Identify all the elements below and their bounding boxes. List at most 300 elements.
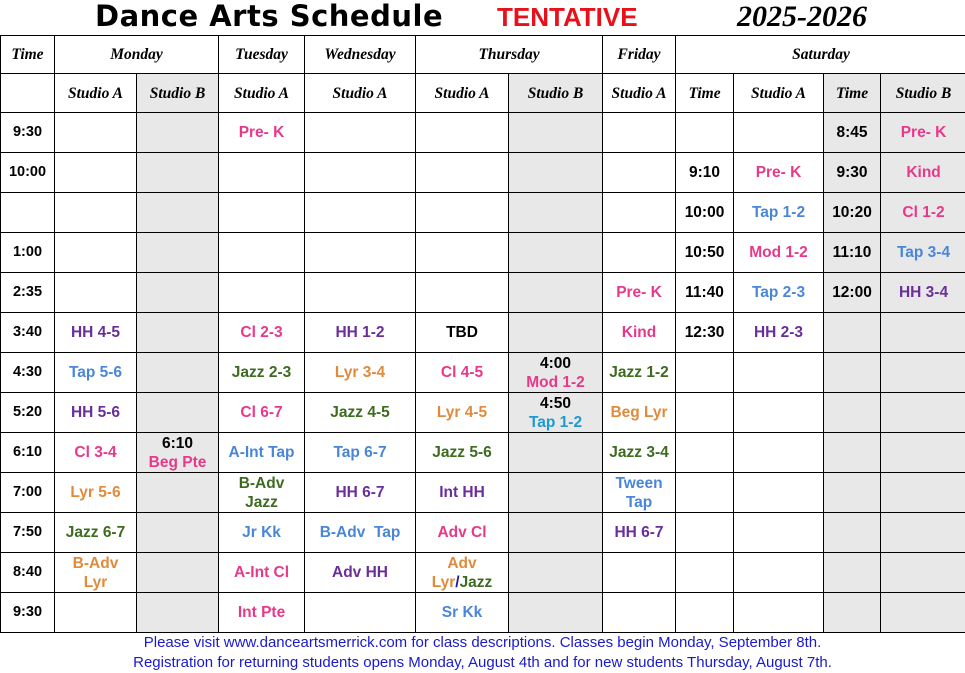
class-cell <box>55 553 137 593</box>
cell-line <box>676 243 733 262</box>
class-cell <box>55 353 137 393</box>
class-cell <box>824 193 881 233</box>
time-cell <box>1 433 55 473</box>
class-cell <box>603 553 676 593</box>
class-cell <box>55 393 137 433</box>
class-cell <box>734 113 824 153</box>
class-cell <box>509 513 603 553</box>
cell-line <box>734 283 823 302</box>
cell-line <box>603 323 675 342</box>
class-label: Jazz 6-7 <box>66 524 125 541</box>
class-cell <box>881 313 965 353</box>
cell-line <box>416 483 508 502</box>
cell-line <box>219 563 304 582</box>
class-cell <box>137 353 219 393</box>
schedule-row <box>1 513 965 553</box>
cell-line <box>219 363 304 382</box>
time-label: 12:00 <box>832 284 872 301</box>
class-label: Kind <box>906 164 940 181</box>
class-label: Jazz 2-3 <box>232 364 291 381</box>
class-cell <box>676 513 734 553</box>
class-cell <box>824 593 881 633</box>
cell-line <box>734 243 823 262</box>
cell-line <box>824 243 880 262</box>
class-label: Jr Kk <box>242 524 281 541</box>
class-cell <box>137 473 219 513</box>
class-cell <box>137 193 219 233</box>
class-cell <box>509 273 603 313</box>
class-cell <box>509 193 603 233</box>
studio-header: Studio A <box>305 74 416 113</box>
class-cell <box>824 273 881 313</box>
cell-line <box>881 163 965 182</box>
cell-line <box>676 323 733 342</box>
time-label: 7:50 <box>13 524 42 540</box>
class-cell <box>305 193 416 233</box>
time-cell <box>1 113 55 153</box>
cell-line <box>734 323 823 342</box>
class-label: Lyr 5-6 <box>70 484 120 501</box>
studio-header <box>1 74 55 113</box>
class-cell <box>416 433 509 473</box>
day-header-wednesday: Wednesday <box>305 36 416 74</box>
class-label: HH 6-7 <box>614 524 663 541</box>
class-cell <box>603 433 676 473</box>
class-label: Lyr 4-5 <box>437 404 487 421</box>
time-label: 10:00 <box>685 204 725 221</box>
time-cell <box>1 313 55 353</box>
cell-line <box>881 283 965 302</box>
time-label: 9:30 <box>13 604 42 620</box>
schedule-row <box>1 393 965 433</box>
cell-line <box>1 123 54 142</box>
cell-line <box>416 363 508 382</box>
class-cell <box>305 353 416 393</box>
class-cell <box>416 113 509 153</box>
class-cell <box>305 513 416 553</box>
time-cell <box>1 393 55 433</box>
cell-line <box>603 443 675 462</box>
time-label: 4:00 <box>540 355 571 372</box>
class-cell <box>676 233 734 273</box>
time-label: 1:00 <box>13 244 42 260</box>
class-cell <box>219 193 305 233</box>
cell-line <box>305 563 415 582</box>
cell-line <box>219 523 304 542</box>
cell-line <box>676 203 733 222</box>
class-label: Int HH <box>439 484 485 501</box>
cell-line <box>1 363 54 382</box>
cell-line <box>416 603 508 622</box>
class-cell <box>55 233 137 273</box>
class-cell <box>603 193 676 233</box>
time-cell <box>1 193 55 233</box>
class-cell <box>676 113 734 153</box>
class-cell <box>509 353 603 393</box>
class-label: Mod 1-2 <box>526 374 585 391</box>
schedule-row <box>1 353 965 393</box>
class-cell <box>824 393 881 433</box>
class-label: A-Int Tap <box>229 444 295 461</box>
cell-line <box>416 573 508 592</box>
class-cell <box>603 593 676 633</box>
class-cell <box>881 233 965 273</box>
class-cell <box>219 553 305 593</box>
class-cell <box>734 433 824 473</box>
cell-line <box>305 363 415 382</box>
class-cell <box>219 313 305 353</box>
class-cell <box>734 473 824 513</box>
class-label: Lyr <box>84 574 108 591</box>
class-cell <box>219 113 305 153</box>
class-cell <box>676 193 734 233</box>
class-cell <box>824 513 881 553</box>
cell-line <box>1 323 54 342</box>
class-cell <box>676 313 734 353</box>
schedule-row <box>1 273 965 313</box>
class-cell <box>881 273 965 313</box>
cell-line <box>55 363 136 382</box>
studio-header: Studio B <box>881 74 965 113</box>
cell-line <box>55 323 136 342</box>
class-cell <box>305 473 416 513</box>
class-cell <box>137 433 219 473</box>
class-cell <box>305 153 416 193</box>
studio-header: Studio B <box>509 74 603 113</box>
class-cell <box>509 153 603 193</box>
schedule-row <box>1 153 965 193</box>
cell-line <box>509 354 602 373</box>
class-label: Jazz 3-4 <box>609 444 668 461</box>
studio-header: Studio A <box>734 74 824 113</box>
class-cell <box>416 553 509 593</box>
class-label: HH 5-6 <box>71 404 120 421</box>
cell-line <box>734 203 823 222</box>
cell-line <box>824 163 880 182</box>
class-label: Cl 4-5 <box>441 364 483 381</box>
class-label: Tap 5-6 <box>69 364 122 381</box>
class-label: HH 3-4 <box>899 284 948 301</box>
class-cell <box>219 593 305 633</box>
class-cell <box>603 113 676 153</box>
class-cell <box>881 113 965 153</box>
class-cell <box>219 433 305 473</box>
class-cell <box>305 313 416 353</box>
cell-line <box>1 603 54 622</box>
cell-line <box>1 523 54 542</box>
class-label: Jazz 1-2 <box>609 364 668 381</box>
class-cell <box>676 393 734 433</box>
class-label: Lyr 3-4 <box>335 364 385 381</box>
tentative-label: TENTATIVE <box>497 2 638 37</box>
class-cell <box>137 553 219 593</box>
class-label: HH 6-7 <box>335 484 384 501</box>
class-label: B-Adv <box>239 475 285 492</box>
class-label: Jazz <box>245 494 278 511</box>
class-cell <box>416 273 509 313</box>
time-label: 10:00 <box>9 164 46 180</box>
time-cell <box>1 353 55 393</box>
class-cell <box>219 513 305 553</box>
class-cell <box>305 393 416 433</box>
class-cell <box>416 473 509 513</box>
class-cell <box>305 553 416 593</box>
cell-line <box>603 523 675 542</box>
class-label: Cl 1-2 <box>902 204 944 221</box>
cell-line <box>509 373 602 392</box>
class-cell <box>881 553 965 593</box>
class-cell <box>55 593 137 633</box>
class-cell <box>509 393 603 433</box>
time-label: 7:00 <box>13 484 42 500</box>
time-label: 12:30 <box>685 324 725 341</box>
class-cell <box>219 473 305 513</box>
class-cell <box>603 233 676 273</box>
class-label: Cl 6-7 <box>240 404 282 421</box>
class-cell <box>509 433 603 473</box>
class-label: A-Int Cl <box>234 564 289 581</box>
class-cell <box>734 353 824 393</box>
class-cell <box>824 353 881 393</box>
class-cell <box>734 593 824 633</box>
cell-line <box>219 403 304 422</box>
class-cell <box>824 313 881 353</box>
class-cell <box>219 353 305 393</box>
cell-line <box>416 554 508 573</box>
studio-header: Studio A <box>603 74 676 113</box>
studio-header: Studio A <box>416 74 509 113</box>
time-label: 6:10 <box>13 444 42 460</box>
class-cell <box>509 113 603 153</box>
cell-line <box>305 483 415 502</box>
cell-line <box>824 203 880 222</box>
class-cell <box>55 313 137 353</box>
time-label: 6:10 <box>162 435 193 452</box>
class-label: Sr Kk <box>442 604 483 621</box>
time-label: 10:20 <box>832 204 872 221</box>
studio-header: Studio A <box>219 74 305 113</box>
class-cell <box>55 473 137 513</box>
class-cell <box>416 153 509 193</box>
cell-line <box>305 403 415 422</box>
cell-line <box>676 163 733 182</box>
cell-line <box>55 483 136 502</box>
class-cell <box>305 113 416 153</box>
time-label: 2:35 <box>13 284 42 300</box>
schedule-row <box>1 433 965 473</box>
class-label: B-Adv <box>73 555 119 572</box>
class-cell <box>137 153 219 193</box>
class-cell <box>305 233 416 273</box>
cell-line <box>219 474 304 493</box>
class-cell <box>603 513 676 553</box>
class-label: Tween <box>615 475 662 492</box>
class-cell <box>55 273 137 313</box>
class-cell <box>509 593 603 633</box>
cell-line <box>219 323 304 342</box>
class-label: Cl 3-4 <box>74 444 116 461</box>
footer-line-classes: Please visit www.danceartsmerrick.com for class descriptions. Classes begin Monday, September 8th. <box>0 633 965 653</box>
class-label: HH 2-3 <box>754 324 803 341</box>
class-label: Int Pte <box>238 604 285 621</box>
class-cell <box>509 313 603 353</box>
class-label: HH 1-2 <box>335 324 384 341</box>
class-cell <box>603 473 676 513</box>
class-cell <box>137 313 219 353</box>
class-label: Adv HH <box>332 564 388 581</box>
class-cell <box>137 113 219 153</box>
cell-line <box>603 493 675 512</box>
schedule-row <box>1 233 965 273</box>
class-label: Beg Lyr <box>610 404 667 421</box>
time-label: 11:40 <box>685 284 724 301</box>
time-label: 11:10 <box>833 244 872 261</box>
season-year: 2025-2026 <box>737 0 867 35</box>
class-cell <box>881 513 965 553</box>
cell-line <box>824 123 880 142</box>
studio-header: Studio A <box>55 74 137 113</box>
class-label: Tap 6-7 <box>333 444 386 461</box>
time-label: TBD <box>446 324 478 341</box>
class-label: Cl 2-3 <box>240 324 282 341</box>
class-label: B-Adv Tap <box>320 524 401 541</box>
time-cell <box>1 153 55 193</box>
cell-line <box>55 403 136 422</box>
class-cell <box>509 473 603 513</box>
cell-line <box>55 573 136 592</box>
class-cell <box>416 513 509 553</box>
cell-line <box>416 323 508 342</box>
cell-line <box>219 123 304 142</box>
class-cell <box>734 513 824 553</box>
class-label: Pre- K <box>239 124 285 141</box>
class-cell <box>416 353 509 393</box>
class-label: Pre- K <box>756 164 802 181</box>
class-label: Beg Pte <box>149 454 207 471</box>
class-cell <box>676 553 734 593</box>
class-label: Jazz 5-6 <box>432 444 491 461</box>
class-cell <box>137 593 219 633</box>
class-cell <box>219 273 305 313</box>
class-cell <box>416 313 509 353</box>
class-cell <box>676 433 734 473</box>
class-cell <box>305 433 416 473</box>
cell-line <box>1 443 54 462</box>
time-label: 3:40 <box>13 324 42 340</box>
class-label: Jazz 4-5 <box>330 404 389 421</box>
day-header-monday: Monday <box>55 36 219 74</box>
class-label: HH 4-5 <box>71 324 120 341</box>
class-label: Pre- K <box>616 284 662 301</box>
time-cell <box>1 473 55 513</box>
time-cell <box>1 273 55 313</box>
schedule-row <box>1 313 965 353</box>
cell-line <box>305 443 415 462</box>
cell-line <box>824 283 880 302</box>
day-header-thursday: Thursday <box>416 36 603 74</box>
class-cell <box>734 193 824 233</box>
class-cell <box>416 233 509 273</box>
class-label: Adv <box>447 555 476 572</box>
class-cell <box>55 113 137 153</box>
cell-line <box>55 443 136 462</box>
time-label: 9:10 <box>689 164 720 181</box>
time-label: 4:50 <box>540 395 571 412</box>
schedule-title: Dance Arts Schedule <box>95 0 443 34</box>
cell-line <box>881 123 965 142</box>
class-cell <box>219 233 305 273</box>
cell-line <box>509 413 602 432</box>
class-cell <box>734 153 824 193</box>
day-header-tuesday: Tuesday <box>219 36 305 74</box>
class-label: Tap 2-3 <box>752 284 805 301</box>
cell-line <box>509 394 602 413</box>
class-cell <box>881 153 965 193</box>
class-cell <box>55 193 137 233</box>
time-label: 4:30 <box>13 364 42 380</box>
class-cell <box>824 433 881 473</box>
cell-line <box>881 243 965 262</box>
time-cell <box>1 513 55 553</box>
class-cell <box>55 153 137 193</box>
time-cell <box>1 553 55 593</box>
cell-line <box>219 443 304 462</box>
class-cell <box>881 593 965 633</box>
class-label: Adv Cl <box>437 524 486 541</box>
class-label: / <box>455 574 459 591</box>
time-label: 8:45 <box>837 124 868 141</box>
class-cell <box>824 233 881 273</box>
class-cell <box>881 393 965 433</box>
cell-line <box>676 283 733 302</box>
cell-line <box>1 563 54 582</box>
time-cell <box>1 233 55 273</box>
cell-line <box>1 283 54 302</box>
class-label: Tap 1-2 <box>529 414 582 431</box>
schedule-row <box>1 473 965 513</box>
class-cell <box>509 553 603 593</box>
schedule-row <box>1 193 965 233</box>
cell-line <box>137 434 218 453</box>
class-cell <box>676 593 734 633</box>
class-cell <box>676 273 734 313</box>
time-label: 9:30 <box>837 164 868 181</box>
time-label: 9:30 <box>13 124 42 140</box>
class-cell <box>676 353 734 393</box>
class-cell <box>416 393 509 433</box>
footer-line-registration: Registration for returning students opens Monday, August 4th and for new students Thursday, August 7th. <box>0 653 965 673</box>
class-cell <box>137 393 219 433</box>
class-cell <box>305 273 416 313</box>
cell-line <box>1 483 54 502</box>
class-cell <box>603 353 676 393</box>
class-cell <box>881 473 965 513</box>
cell-line <box>881 203 965 222</box>
cell-line <box>734 163 823 182</box>
class-cell <box>416 193 509 233</box>
class-label: Tap <box>626 494 652 511</box>
class-cell <box>603 153 676 193</box>
class-label: Tap 1-2 <box>752 204 805 221</box>
cell-line <box>1 163 54 182</box>
class-cell <box>734 313 824 353</box>
class-label: Tap 3-4 <box>897 244 950 261</box>
studio-header: Time <box>824 74 881 113</box>
class-cell <box>55 433 137 473</box>
footer-notes <box>0 633 965 673</box>
studio-header-row <box>1 74 965 113</box>
cell-line <box>603 283 675 302</box>
